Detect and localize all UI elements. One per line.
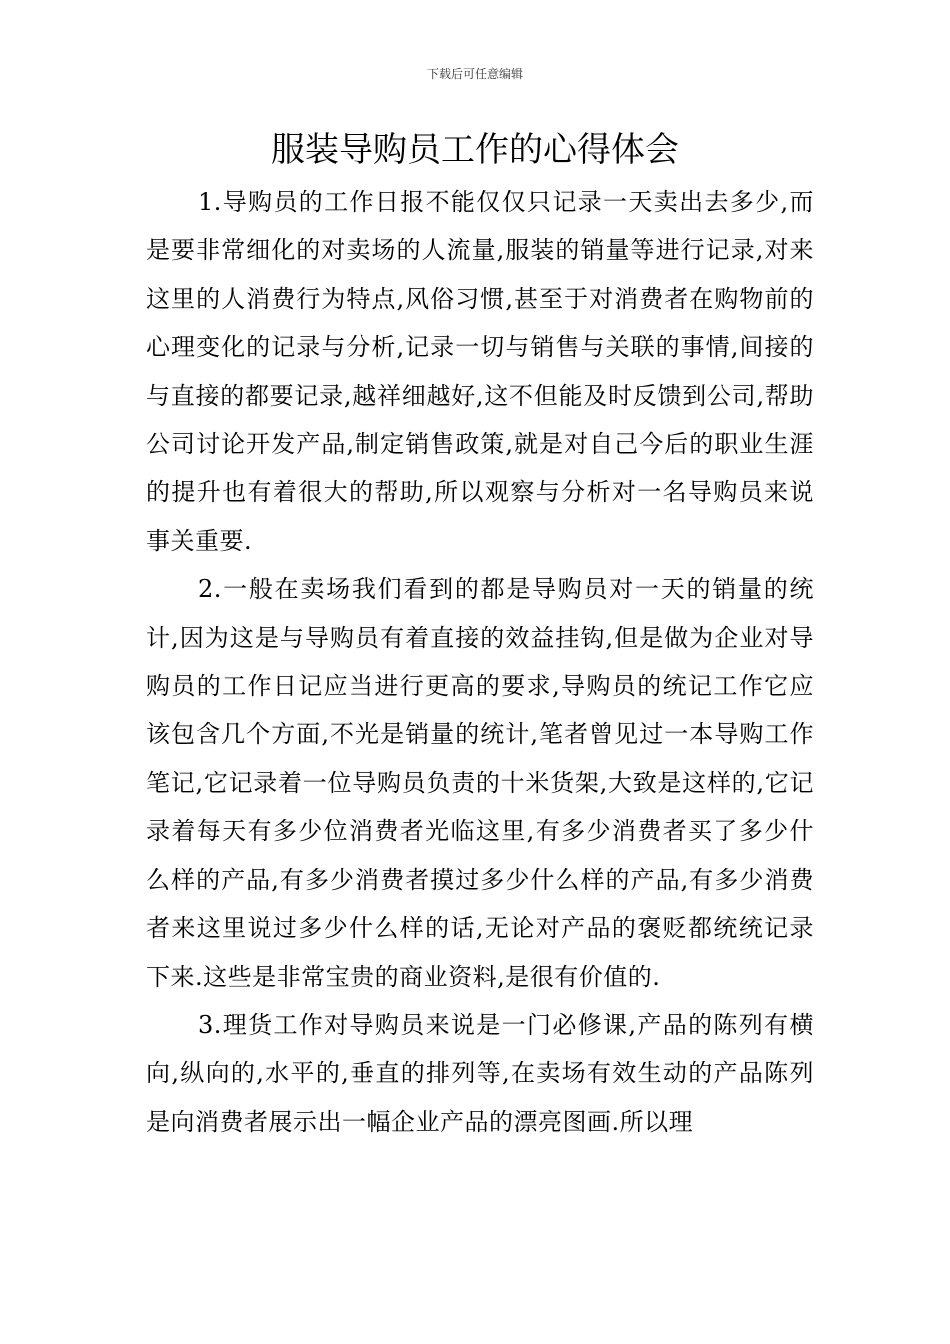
paragraph-2: 2.一般在卖场我们看到的都是导购员对一天的销量的统计,因为这是与导购员有着直接的效益挂钩,但是做为企业对导购员的工作日记应当进行更高的要求,导购员的统记工作它应该包含几个方面,不光是销量的统计,笔者曾见过一本导购工作笔记,它记录着一位导购员负责的十米货架,大致是这样的,它记录着每天有多少位消费者光临这里,有多少消费者买了多少什么样的产品,有多少消费者摸过多少什么样的产品,有多少消费者来这里说过多少什么样的话,无论对产品的褒贬都统统记录下来.这些是非常宝贵的商业资料,是很有价值的. <box>146 575 814 991</box>
header-note: 下载后可任意编辑 <box>426 67 523 81</box>
document-title: 服装导购员工作的心得体会 <box>271 130 679 170</box>
paragraph-1: 1.导购员的工作日报不能仅仅只记录一天卖出去多少,而是要非常细化的对卖场的人流量,服装的销量等进行记录,对来这里的人消费行为特点,风俗习惯,甚至于对消费者在购物前的心理变化的记录与分析,记录一切与销售与关联的事情,间接的与直接的都要记录,越祥细越好,这不但能及时反馈到公司,帮助公司讨论开发产品,制定销售政策,就是对自己今后的职业生涯的提升也有着很大的帮助,所以观察与分析对一名导购员来说事关重要. <box>146 188 814 555</box>
paragraph-3: 3.理货工作对导购员来说是一门必修课,产品的陈列有横向,纵向的,水平的,垂直的排列等,在卖场有效生动的产品陈列是向消费者展示出一幅企业产品的漂亮图画.所以理 <box>146 1010 814 1136</box>
document-body <box>146 178 814 1146</box>
